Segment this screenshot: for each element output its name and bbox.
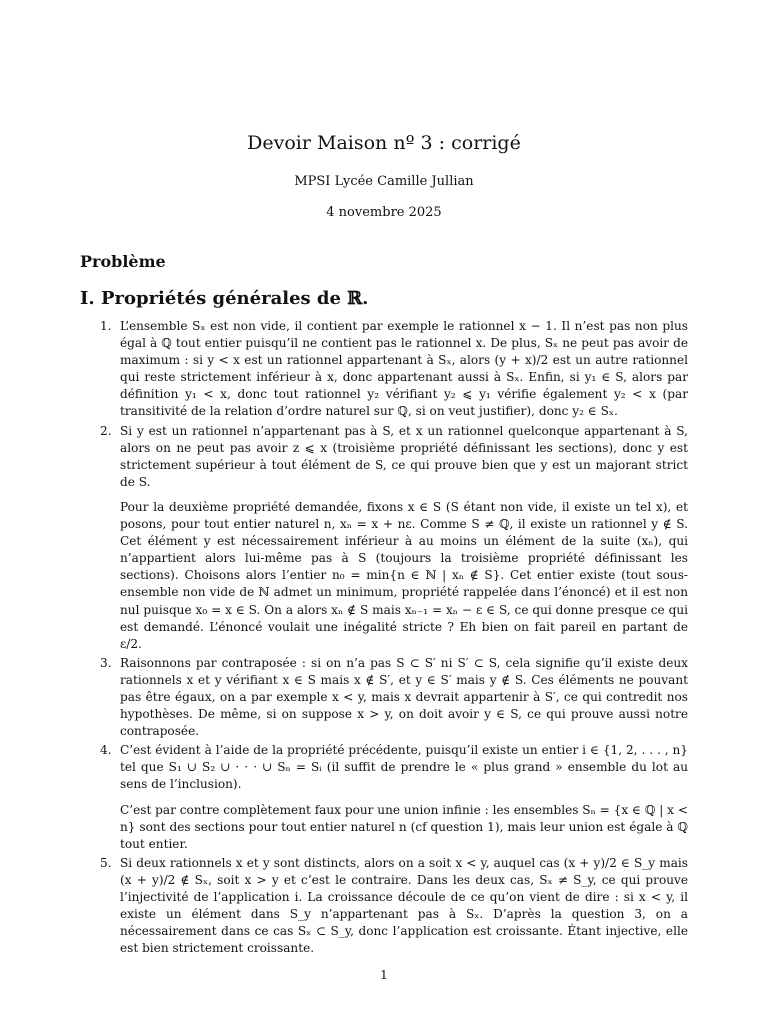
item-number: 2.	[100, 423, 112, 438]
item-paragraph: C’est par contre complètement faux pour une union infinie : les ensembles Sₙ = {x ∈ ℚ | x < n} sont des sections pour tout entier naturel n (cf question 1), mais leur union est égale à ℚ tout entier.	[120, 802, 688, 851]
item-number: 1.	[100, 319, 112, 333]
answer-item	[80, 855, 688, 958]
item-paragraph: Si deux rationnels x et y sont distincts, alors on a soit x < y, auquel cas (x + y)/2 ∈ S_y mais (x + y)/2 ∉ Sₓ, soit x > y et c’est le contraire. Dans les deux cas, Sₓ ≠ S_y, ce qui prouve l’injectivité de l’application i. La croissance découle de ce qu’on vient de dire : si x < y, il existe un élément dans S_y n’appartenant pas à Sₓ. D’après la question 3, on a nécessairement dans ce cas Sₓ ⊂ S_y, donc l’application est croissante. Étant injective, elle est bien strictement croissante.	[120, 855, 688, 956]
answer-item	[80, 742, 688, 853]
answer-item	[80, 423, 688, 653]
item-paragraph: C’est évident à l’aide de la propriété précédente, puisqu’il existe un entier i ∈ {1, 2, . . . , n} tel que S₁ ∪ S₂ ∪ · · · ∪ Sₙ = Sᵢ (il suffit de prendre le « plus grand » ensemble du lot au sens de l’inclusion).	[120, 743, 688, 792]
item-paragraph: L’ensemble Sₓ est non vide, il contient par exemple le rationnel x − 1. Il n’est pas non plus égal à ℚ tout entier puisqu’il ne contient pas le rationnel x. De plus, Sₓ ne peut pas avoir de maximum : si y < x est un rationnel appartenant à Sₓ, alors (y + x)/2 est un autre rationnel qui reste strictement inférieur à x, donc appartenant aussi à Sₓ. Enfin, si y₁ ∈ S, alors par définition y₁ < x, donc tout rationnel y₂ vérifiant y₂ ⩽ y₁ vérifie également y₂ < x (par transitivité de la relation d’ordre naturel sur ℚ, si on veut justifier), donc y₂ ∈ Sₓ.	[120, 319, 688, 419]
document-title: Devoir Maison nº 3 : corrigé	[247, 132, 521, 154]
section-heading-part1: I. Propriétés générales de ℝ.	[80, 288, 369, 309]
item-number: 4.	[100, 743, 112, 758]
item-number: 5.	[100, 855, 112, 870]
answer-item	[80, 655, 688, 740]
item-paragraph: Si y est un rationnel n’appartenant pas à S, et x un rationnel quelconque appartenant à S, alors on ne peut pas avoir z ⩽ x (troisième propriété définissant les sections), donc y est strictement supérieur à tout élément de S, ce qui prouve bien que y est un majorant strict de S.	[120, 423, 688, 489]
page-number: 1	[380, 968, 388, 982]
document-date: 4 novembre 2025	[326, 205, 442, 220]
section-heading-probleme: Problème	[80, 252, 166, 271]
answer-list	[80, 318, 688, 959]
item-paragraph: Pour la deuxième propriété demandée, fixons x ∈ S (S étant non vide, il existe un tel x), et posons, pour tout entier naturel n, xₙ = x + nε. Comme S ≠ ℚ, il existe un rationnel y ∉ S. Cet élément y est nécessairement inférieur à au moins un élément de la suite (xₙ), qui n’appartient alors lui-même pas à S (toujours la troisième propriété définissant les sections). Choisons alors l’entier n₀ = min{n ∈ ℕ | xₙ ∉ S}. Cet entier existe (tout sous-ensemble non vide de ℕ admet un minimum, propriété rappelée dans l’énoncé) et il est non nul puisque x₀ = x ∈ S. On a alors xₙ ∉ S mais xₙ₋₁ = xₙ − ε ∈ S, ce qui donne presque ce qui est demandé. L’énoncé voulait une inégalité stricte ? Eh bien on fait pareil en partant de ε/2.	[120, 499, 688, 651]
item-number: 3.	[100, 655, 112, 670]
answer-item	[80, 318, 688, 421]
item-paragraph: Raisonnons par contraposée : si on n’a pas S ⊂ S′ ni S′ ⊂ S, cela signifie qu’il existe deux rationnels x et y vérifiant x ∈ S mais x ∉ S′, et y ∈ S′ mais y ∉ S. Ces éléments ne pouvant pas être égaux, on a par exemple x < y, mais x devrait appartenir à S′, ce qui contredit nos hypothèses. De même, si on suppose x > y, on doit avoir y ∈ S, ce qui prouve aussi notre contraposée.	[120, 655, 688, 739]
document-author: MPSI Lycée Camille Jullian	[294, 174, 474, 189]
